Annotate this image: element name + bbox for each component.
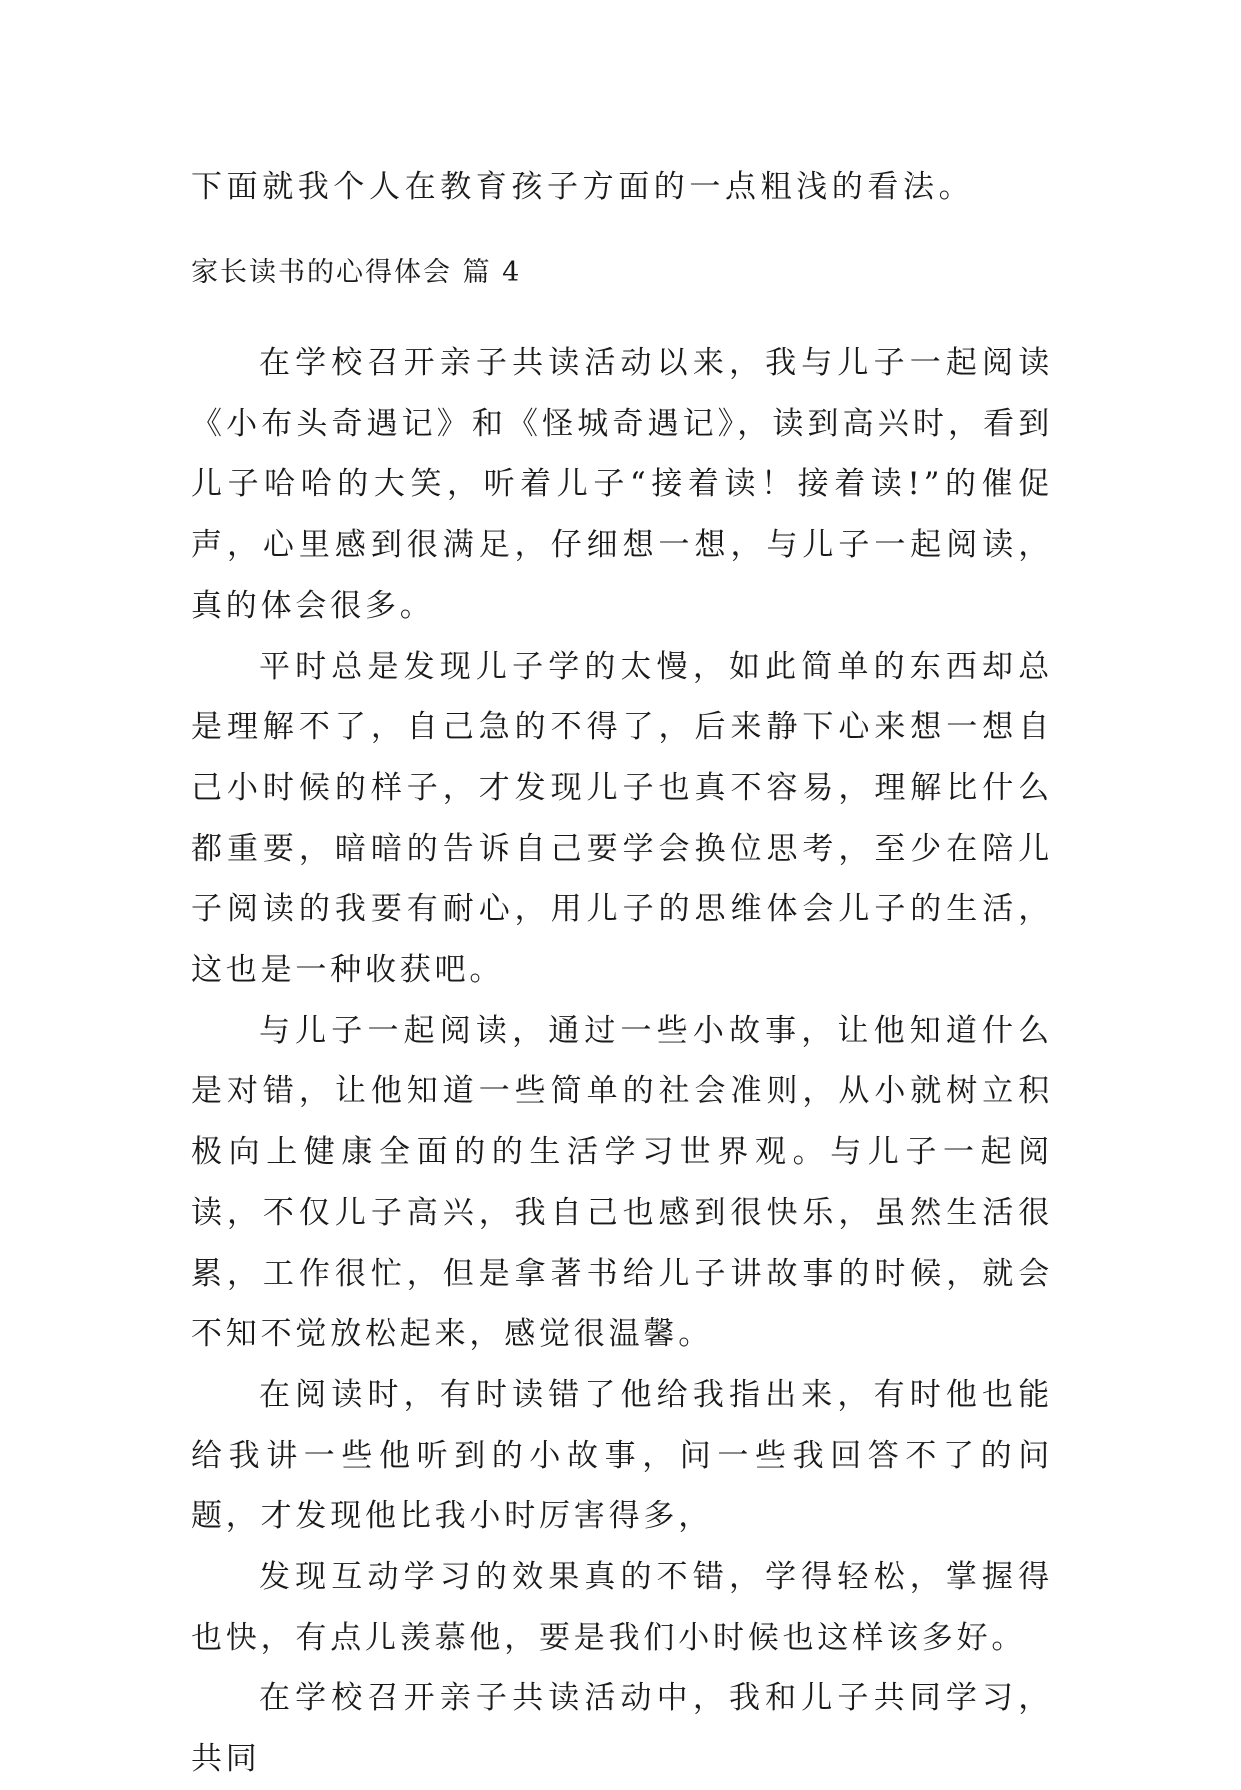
paragraph-6: 在学校召开亲子共读活动中，我和儿子共同学习，共同 [191, 1680, 1053, 1778]
paragraph-3: 与儿子一起阅读，通过一些小故事，让他知道什么是对错，让他知道一些简单的社会准则，从小就树立积极向上健康全面的的生活学习世界观。与儿子一起阅读，不仅儿子高兴，我自己也感到很快乐，虽然生活很累，工作很忙，但是拿著书给儿子讲故事的时候，就会不知不觉放松起来，感觉很温馨。 [191, 1012, 1053, 1353]
paragraph-1: 在学校召开亲子共读活动以来，我与儿子一起阅读《小布头奇遇记》和《怪城奇遇记》，读到高兴时，看到儿子哈哈的大笑，听着儿子“接着读！接着读!”的催促声，心里感到很满足，仔细想一想，与儿子一起阅读，真的体会很多。 [191, 345, 1053, 624]
lead-line: 下面就我个人在教育孩子方面的一点粗浅的看法。 [191, 169, 975, 205]
body-text [191, 333, 1053, 1790]
paragraph-2: 平时总是发现儿子学的太慢，如此简单的东西却总是理解不了，自己急的不得了，后来静下心来想一想自己小时候的样子，才发现儿子也真不容易，理解比什么都重要，暗暗的告诉自己要学会换位思考，至少在陪儿子阅读的我要有耐心，用儿子的思维体会儿子的生活，这也是一种收获吧。 [191, 648, 1053, 989]
section-heading: 家长读书的心得体会 篇 4 [191, 257, 522, 288]
paragraph-5: 发现互动学习的效果真的不错，学得轻松，掌握得也快，有点儿羡慕他，要是我们小时候也这样该多好。 [191, 1559, 1053, 1656]
paragraph-4: 在阅读时，有时读错了他给我指出来，有时他也能给我讲一些他听到的小故事，问一些我回答不了的问题，才发现他比我小时厉害得多， [191, 1376, 1053, 1535]
